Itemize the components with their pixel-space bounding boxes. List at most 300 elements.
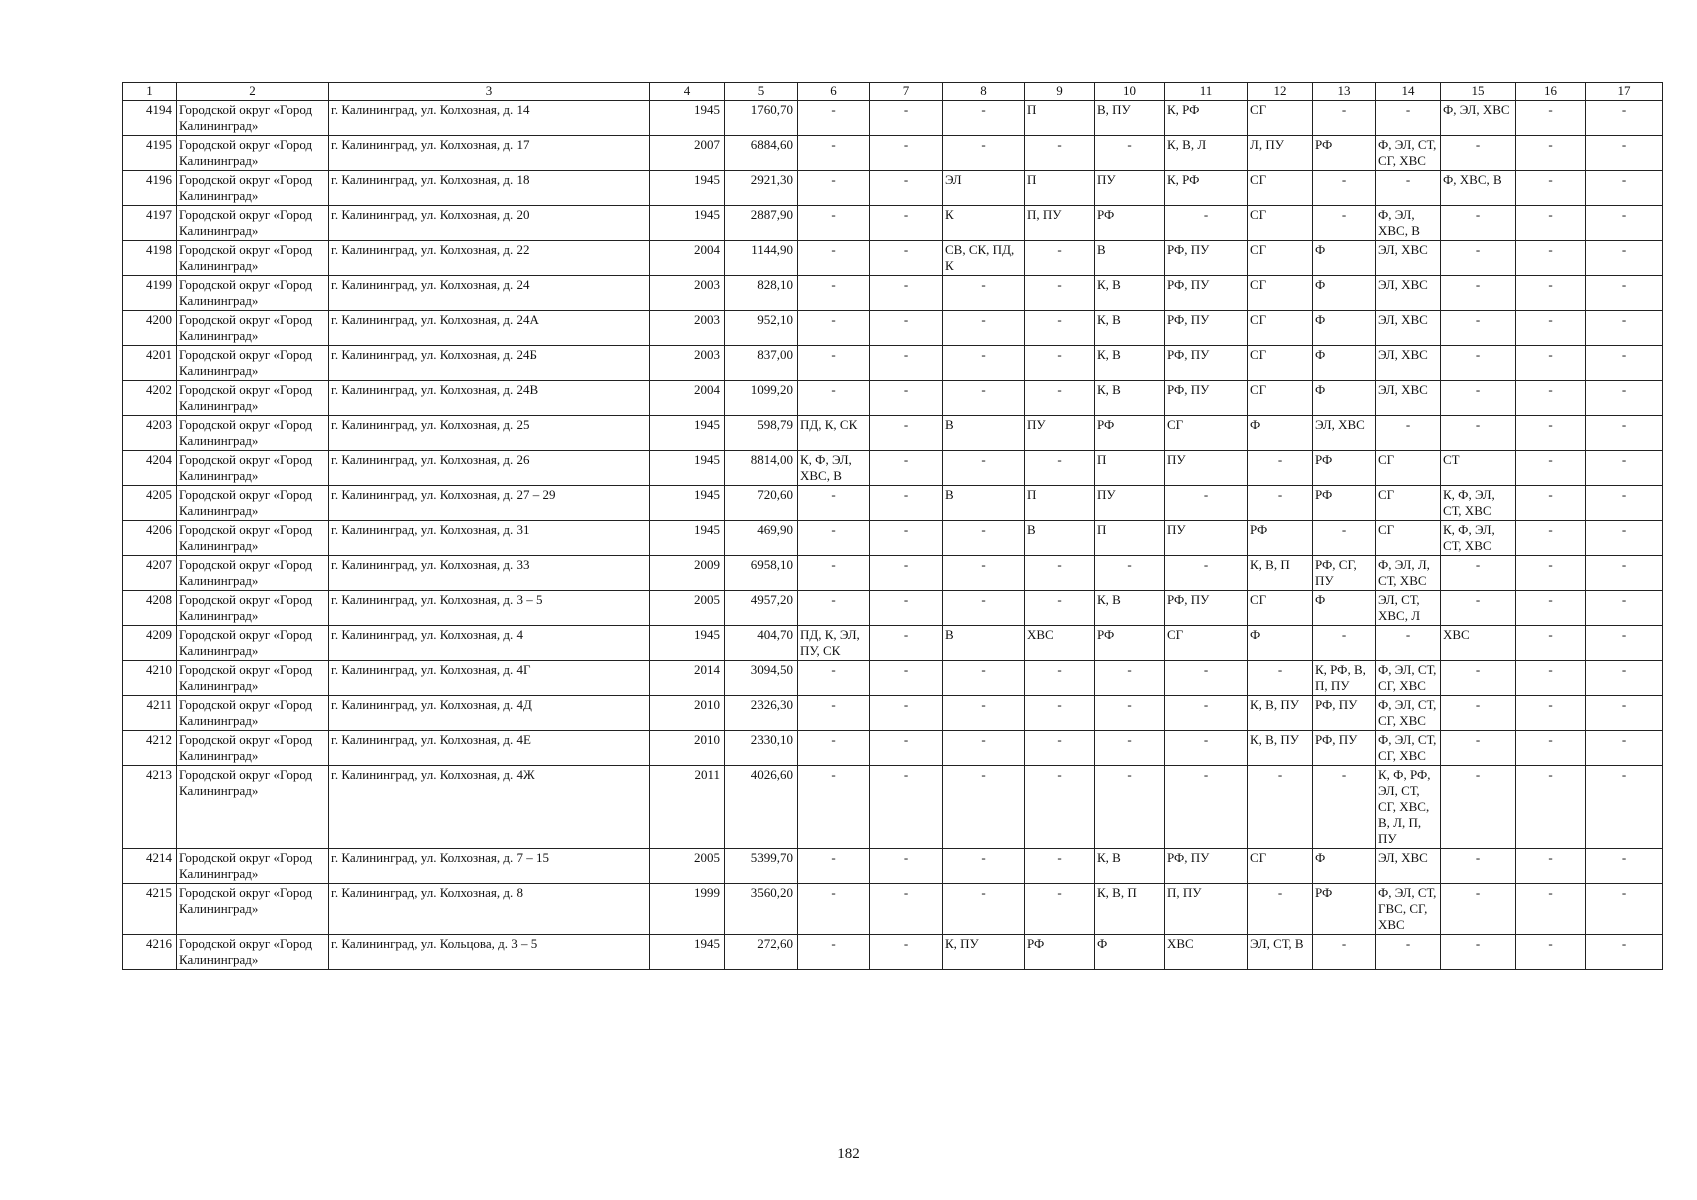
cell-col-12: К, В, ПУ [1248, 731, 1313, 766]
cell-col-2: Городской округ «Город Калининград» [177, 696, 329, 731]
cell-col-5: 720,60 [725, 486, 798, 521]
table-row [123, 884, 1663, 935]
column-header-7: 7 [870, 83, 943, 101]
cell-col-4: 1945 [650, 101, 725, 136]
cell-col-13: Ф [1313, 241, 1376, 276]
cell-col-12: СГ [1248, 346, 1313, 381]
cell-col-3: г. Калининград, ул. Колхозная, д. 3 – 5 [329, 591, 650, 626]
cell-col-6: - [798, 696, 870, 731]
cell-col-17: - [1586, 451, 1663, 486]
cell-col-16: - [1516, 241, 1586, 276]
cell-col-11: РФ, ПУ [1165, 849, 1248, 884]
cell-col-11: ХВС [1165, 935, 1248, 970]
cell-col-14: К, Ф, РФ, ЭЛ, СТ, СГ, ХВС, В, Л, П, ПУ [1376, 766, 1441, 849]
table-row [123, 521, 1663, 556]
cell-col-2: Городской округ «Город Калининград» [177, 766, 329, 849]
cell-col-10: К, В [1095, 311, 1165, 346]
cell-col-8: - [943, 849, 1025, 884]
cell-col-15: - [1441, 766, 1516, 849]
cell-col-7: - [870, 276, 943, 311]
cell-col-5: 6884,60 [725, 136, 798, 171]
cell-col-13: Ф [1313, 381, 1376, 416]
cell-col-12: - [1248, 451, 1313, 486]
cell-col-2: Городской округ «Город Калининград» [177, 101, 329, 136]
cell-col-9: П, ПУ [1025, 206, 1095, 241]
column-header-5: 5 [725, 83, 798, 101]
cell-col-3: г. Калининград, ул. Кольцова, д. 3 – 5 [329, 935, 650, 970]
cell-col-13: Ф [1313, 849, 1376, 884]
cell-col-9: - [1025, 696, 1095, 731]
cell-col-5: 598,79 [725, 416, 798, 451]
cell-col-12: СГ [1248, 381, 1313, 416]
cell-col-1: 4208 [123, 591, 177, 626]
cell-col-4: 2014 [650, 661, 725, 696]
table-row [123, 171, 1663, 206]
cell-col-8: - [943, 521, 1025, 556]
cell-col-13: - [1313, 626, 1376, 661]
cell-col-8: В [943, 626, 1025, 661]
cell-col-12: - [1248, 884, 1313, 935]
cell-col-12: СГ [1248, 849, 1313, 884]
cell-col-2: Городской округ «Город Калининград» [177, 241, 329, 276]
cell-col-7: - [870, 381, 943, 416]
cell-col-13: - [1313, 206, 1376, 241]
table-row [123, 241, 1663, 276]
cell-col-1: 4214 [123, 849, 177, 884]
cell-col-16: - [1516, 626, 1586, 661]
cell-col-4: 1999 [650, 884, 725, 935]
column-header-17: 17 [1586, 83, 1663, 101]
cell-col-14: Ф, ЭЛ, СТ, СГ, ХВС [1376, 731, 1441, 766]
cell-col-13: Ф [1313, 591, 1376, 626]
cell-col-6: - [798, 346, 870, 381]
table-row [123, 136, 1663, 171]
cell-col-14: ЭЛ, ХВС [1376, 311, 1441, 346]
cell-col-14: ЭЛ, ХВС [1376, 241, 1441, 276]
cell-col-5: 3560,20 [725, 884, 798, 935]
table-row [123, 556, 1663, 591]
cell-col-2: Городской округ «Город Калининград» [177, 136, 329, 171]
cell-col-2: Городской округ «Город Калининград» [177, 935, 329, 970]
cell-col-15: К, Ф, ЭЛ, СТ, ХВС [1441, 521, 1516, 556]
cell-col-8: - [943, 136, 1025, 171]
cell-col-11: РФ, ПУ [1165, 591, 1248, 626]
cell-col-3: г. Калининград, ул. Колхозная, д. 22 [329, 241, 650, 276]
cell-col-12: - [1248, 661, 1313, 696]
cell-col-2: Городской округ «Город Калининград» [177, 346, 329, 381]
cell-col-14: Ф, ЭЛ, СТ, СГ, ХВС [1376, 696, 1441, 731]
table-header [123, 83, 1663, 101]
cell-col-4: 2004 [650, 241, 725, 276]
cell-col-3: г. Калининград, ул. Колхозная, д. 7 – 15 [329, 849, 650, 884]
cell-col-3: г. Калининград, ул. Колхозная, д. 4Г [329, 661, 650, 696]
cell-col-8: - [943, 884, 1025, 935]
cell-col-17: - [1586, 206, 1663, 241]
cell-col-1: 4202 [123, 381, 177, 416]
cell-col-13: - [1313, 101, 1376, 136]
cell-col-2: Городской округ «Город Калининград» [177, 416, 329, 451]
cell-col-11: - [1165, 731, 1248, 766]
table-row [123, 276, 1663, 311]
cell-col-6: - [798, 661, 870, 696]
cell-col-14: ЭЛ, ХВС [1376, 381, 1441, 416]
cell-col-15: - [1441, 311, 1516, 346]
cell-col-16: - [1516, 381, 1586, 416]
cell-col-3: г. Калининград, ул. Колхозная, д. 14 [329, 101, 650, 136]
cell-col-11: - [1165, 696, 1248, 731]
cell-col-14: ЭЛ, ХВС [1376, 849, 1441, 884]
table-row [123, 311, 1663, 346]
cell-col-7: - [870, 451, 943, 486]
cell-col-4: 2003 [650, 276, 725, 311]
cell-col-13: РФ [1313, 451, 1376, 486]
cell-col-1: 4215 [123, 884, 177, 935]
column-header-9: 9 [1025, 83, 1095, 101]
cell-col-3: г. Калининград, ул. Колхозная, д. 4Е [329, 731, 650, 766]
cell-col-5: 469,90 [725, 521, 798, 556]
cell-col-12: - [1248, 486, 1313, 521]
cell-col-17: - [1586, 136, 1663, 171]
cell-col-6: - [798, 766, 870, 849]
cell-col-9: - [1025, 731, 1095, 766]
cell-col-4: 2004 [650, 381, 725, 416]
cell-col-6: - [798, 884, 870, 935]
column-header-3: 3 [329, 83, 650, 101]
cell-col-1: 4209 [123, 626, 177, 661]
cell-col-2: Городской округ «Город Калининград» [177, 731, 329, 766]
cell-col-15: Ф, ХВС, В [1441, 171, 1516, 206]
cell-col-13: К, РФ, В, П, ПУ [1313, 661, 1376, 696]
cell-col-17: - [1586, 276, 1663, 311]
cell-col-6: - [798, 591, 870, 626]
cell-col-9: - [1025, 381, 1095, 416]
cell-col-4: 1945 [650, 486, 725, 521]
cell-col-14: Ф, ЭЛ, ХВС, В [1376, 206, 1441, 241]
cell-col-12: - [1248, 766, 1313, 849]
cell-col-11: - [1165, 486, 1248, 521]
cell-col-8: - [943, 591, 1025, 626]
cell-col-3: г. Калининград, ул. Колхозная, д. 4Д [329, 696, 650, 731]
cell-col-14: - [1376, 416, 1441, 451]
cell-col-5: 1144,90 [725, 241, 798, 276]
cell-col-1: 4198 [123, 241, 177, 276]
cell-col-14: Ф, ЭЛ, СТ, ГВС, СГ, ХВС [1376, 884, 1441, 935]
cell-col-10: ПУ [1095, 171, 1165, 206]
cell-col-1: 4197 [123, 206, 177, 241]
cell-col-10: - [1095, 661, 1165, 696]
cell-col-4: 2010 [650, 696, 725, 731]
cell-col-11: РФ, ПУ [1165, 241, 1248, 276]
cell-col-3: г. Калининград, ул. Колхозная, д. 4Ж [329, 766, 650, 849]
cell-col-5: 4026,60 [725, 766, 798, 849]
cell-col-8: В [943, 486, 1025, 521]
register-table [122, 82, 1663, 970]
cell-col-2: Городской округ «Город Калининград» [177, 381, 329, 416]
cell-col-10: П [1095, 521, 1165, 556]
cell-col-9: - [1025, 311, 1095, 346]
cell-col-4: 2011 [650, 766, 725, 849]
column-header-12: 12 [1248, 83, 1313, 101]
cell-col-4: 2003 [650, 311, 725, 346]
cell-col-13: РФ [1313, 486, 1376, 521]
cell-col-4: 2010 [650, 731, 725, 766]
cell-col-16: - [1516, 696, 1586, 731]
cell-col-3: г. Калининград, ул. Колхозная, д. 4 [329, 626, 650, 661]
cell-col-8: - [943, 731, 1025, 766]
cell-col-7: - [870, 171, 943, 206]
cell-col-5: 404,70 [725, 626, 798, 661]
cell-col-9: ПУ [1025, 416, 1095, 451]
cell-col-12: СГ [1248, 276, 1313, 311]
cell-col-15: - [1441, 381, 1516, 416]
column-header-15: 15 [1441, 83, 1516, 101]
cell-col-11: К, РФ [1165, 171, 1248, 206]
cell-col-16: - [1516, 661, 1586, 696]
cell-col-9: П [1025, 171, 1095, 206]
column-header-6: 6 [798, 83, 870, 101]
cell-col-12: СГ [1248, 206, 1313, 241]
cell-col-11: СГ [1165, 416, 1248, 451]
cell-col-15: - [1441, 206, 1516, 241]
cell-col-16: - [1516, 521, 1586, 556]
cell-col-17: - [1586, 884, 1663, 935]
table-row [123, 696, 1663, 731]
cell-col-9: - [1025, 591, 1095, 626]
cell-col-10: К, В, П [1095, 884, 1165, 935]
cell-col-9: П [1025, 101, 1095, 136]
cell-col-15: - [1441, 241, 1516, 276]
cell-col-12: РФ [1248, 521, 1313, 556]
cell-col-7: - [870, 884, 943, 935]
cell-col-10: - [1095, 556, 1165, 591]
cell-col-16: - [1516, 731, 1586, 766]
cell-col-11: РФ, ПУ [1165, 276, 1248, 311]
cell-col-7: - [870, 311, 943, 346]
table-row [123, 766, 1663, 849]
cell-col-16: - [1516, 556, 1586, 591]
cell-col-7: - [870, 766, 943, 849]
cell-col-9: - [1025, 556, 1095, 591]
cell-col-6: - [798, 731, 870, 766]
cell-col-11: СГ [1165, 626, 1248, 661]
cell-col-12: СГ [1248, 241, 1313, 276]
cell-col-4: 1945 [650, 451, 725, 486]
cell-col-17: - [1586, 591, 1663, 626]
cell-col-15: - [1441, 346, 1516, 381]
cell-col-11: РФ, ПУ [1165, 346, 1248, 381]
cell-col-3: г. Калининград, ул. Колхозная, д. 24Б [329, 346, 650, 381]
cell-col-10: К, В [1095, 849, 1165, 884]
cell-col-10: - [1095, 696, 1165, 731]
cell-col-7: - [870, 521, 943, 556]
cell-col-15: ХВС [1441, 626, 1516, 661]
cell-col-8: - [943, 766, 1025, 849]
cell-col-6: - [798, 486, 870, 521]
cell-col-11: РФ, ПУ [1165, 311, 1248, 346]
cell-col-2: Городской округ «Город Калининград» [177, 556, 329, 591]
cell-col-9: ХВС [1025, 626, 1095, 661]
cell-col-10: В, ПУ [1095, 101, 1165, 136]
column-header-11: 11 [1165, 83, 1248, 101]
cell-col-12: Ф [1248, 416, 1313, 451]
cell-col-4: 2005 [650, 591, 725, 626]
cell-col-7: - [870, 136, 943, 171]
cell-col-12: СГ [1248, 101, 1313, 136]
cell-col-7: - [870, 935, 943, 970]
cell-col-13: Ф [1313, 276, 1376, 311]
cell-col-11: ПУ [1165, 451, 1248, 486]
table-body [123, 101, 1663, 970]
cell-col-1: 4200 [123, 311, 177, 346]
cell-col-1: 4216 [123, 935, 177, 970]
cell-col-13: РФ, ПУ [1313, 731, 1376, 766]
cell-col-11: РФ, ПУ [1165, 381, 1248, 416]
cell-col-8: СВ, СК, ПД, К [943, 241, 1025, 276]
cell-col-16: - [1516, 935, 1586, 970]
cell-col-12: СГ [1248, 311, 1313, 346]
cell-col-5: 6958,10 [725, 556, 798, 591]
cell-col-10: - [1095, 136, 1165, 171]
cell-col-15: Ф, ЭЛ, ХВС [1441, 101, 1516, 136]
cell-col-5: 2921,30 [725, 171, 798, 206]
cell-col-17: - [1586, 346, 1663, 381]
cell-col-1: 4212 [123, 731, 177, 766]
cell-col-12: Ф [1248, 626, 1313, 661]
cell-col-13: РФ, СГ, ПУ [1313, 556, 1376, 591]
cell-col-2: Городской округ «Город Калининград» [177, 451, 329, 486]
cell-col-16: - [1516, 884, 1586, 935]
cell-col-7: - [870, 346, 943, 381]
table-row [123, 935, 1663, 970]
header-row [123, 83, 1663, 101]
cell-col-9: - [1025, 661, 1095, 696]
cell-col-12: ЭЛ, СТ, В [1248, 935, 1313, 970]
cell-col-12: СГ [1248, 171, 1313, 206]
cell-col-15: - [1441, 136, 1516, 171]
cell-col-17: - [1586, 731, 1663, 766]
column-header-16: 16 [1516, 83, 1586, 101]
cell-col-14: Ф, ЭЛ, Л, СТ, ХВС [1376, 556, 1441, 591]
cell-col-14: Ф, ЭЛ, СТ, СГ, ХВС [1376, 661, 1441, 696]
cell-col-1: 4204 [123, 451, 177, 486]
cell-col-16: - [1516, 451, 1586, 486]
cell-col-9: - [1025, 241, 1095, 276]
cell-col-8: К [943, 206, 1025, 241]
cell-col-4: 2005 [650, 849, 725, 884]
column-header-4: 4 [650, 83, 725, 101]
cell-col-7: - [870, 849, 943, 884]
cell-col-1: 4211 [123, 696, 177, 731]
cell-col-8: - [943, 346, 1025, 381]
cell-col-5: 5399,70 [725, 849, 798, 884]
cell-col-3: г. Калининград, ул. Колхозная, д. 26 [329, 451, 650, 486]
cell-col-16: - [1516, 311, 1586, 346]
cell-col-10: Ф [1095, 935, 1165, 970]
cell-col-5: 828,10 [725, 276, 798, 311]
cell-col-13: - [1313, 766, 1376, 849]
cell-col-2: Городской округ «Город Калининград» [177, 626, 329, 661]
cell-col-6: - [798, 136, 870, 171]
cell-col-17: - [1586, 241, 1663, 276]
cell-col-2: Городской округ «Город Калининград» [177, 661, 329, 696]
cell-col-6: К, Ф, ЭЛ, ХВС, В [798, 451, 870, 486]
cell-col-17: - [1586, 696, 1663, 731]
cell-col-3: г. Калининград, ул. Колхозная, д. 18 [329, 171, 650, 206]
cell-col-16: - [1516, 276, 1586, 311]
cell-col-5: 2887,90 [725, 206, 798, 241]
cell-col-13: РФ [1313, 884, 1376, 935]
cell-col-13: РФ [1313, 136, 1376, 171]
cell-col-3: г. Калининград, ул. Колхозная, д. 17 [329, 136, 650, 171]
cell-col-3: г. Калининград, ул. Колхозная, д. 31 [329, 521, 650, 556]
cell-col-6: - [798, 101, 870, 136]
cell-col-7: - [870, 241, 943, 276]
cell-col-9: РФ [1025, 935, 1095, 970]
cell-col-6: ПД, К, СК [798, 416, 870, 451]
cell-col-17: - [1586, 171, 1663, 206]
cell-col-10: - [1095, 766, 1165, 849]
cell-col-5: 952,10 [725, 311, 798, 346]
cell-col-1: 4207 [123, 556, 177, 591]
cell-col-17: - [1586, 416, 1663, 451]
cell-col-17: - [1586, 626, 1663, 661]
cell-col-15: - [1441, 696, 1516, 731]
cell-col-17: - [1586, 521, 1663, 556]
cell-col-7: - [870, 556, 943, 591]
cell-col-4: 2003 [650, 346, 725, 381]
cell-col-10: В [1095, 241, 1165, 276]
cell-col-17: - [1586, 486, 1663, 521]
cell-col-6: - [798, 849, 870, 884]
table-row [123, 661, 1663, 696]
cell-col-3: г. Калининград, ул. Колхозная, д. 25 [329, 416, 650, 451]
cell-col-8: - [943, 101, 1025, 136]
cell-col-15: - [1441, 591, 1516, 626]
cell-col-15: - [1441, 935, 1516, 970]
cell-col-11: П, ПУ [1165, 884, 1248, 935]
cell-col-4: 2009 [650, 556, 725, 591]
cell-col-2: Городской округ «Город Калининград» [177, 849, 329, 884]
cell-col-7: - [870, 696, 943, 731]
cell-col-5: 1760,70 [725, 101, 798, 136]
cell-col-1: 4213 [123, 766, 177, 849]
cell-col-10: К, В [1095, 346, 1165, 381]
cell-col-6: - [798, 935, 870, 970]
column-header-13: 13 [1313, 83, 1376, 101]
cell-col-1: 4194 [123, 101, 177, 136]
cell-col-17: - [1586, 381, 1663, 416]
cell-col-14: ЭЛ, ХВС [1376, 276, 1441, 311]
cell-col-16: - [1516, 486, 1586, 521]
cell-col-13: - [1313, 935, 1376, 970]
column-header-2: 2 [177, 83, 329, 101]
cell-col-11: - [1165, 766, 1248, 849]
cell-col-2: Городской округ «Город Калининград» [177, 521, 329, 556]
cell-col-15: - [1441, 731, 1516, 766]
cell-col-13: Ф [1313, 346, 1376, 381]
cell-col-6: - [798, 381, 870, 416]
cell-col-7: - [870, 661, 943, 696]
cell-col-8: В [943, 416, 1025, 451]
cell-col-10: - [1095, 731, 1165, 766]
cell-col-10: РФ [1095, 206, 1165, 241]
cell-col-5: 272,60 [725, 935, 798, 970]
cell-col-2: Городской округ «Город Калининград» [177, 311, 329, 346]
cell-col-11: - [1165, 661, 1248, 696]
cell-col-17: - [1586, 311, 1663, 346]
cell-col-1: 4203 [123, 416, 177, 451]
cell-col-7: - [870, 731, 943, 766]
